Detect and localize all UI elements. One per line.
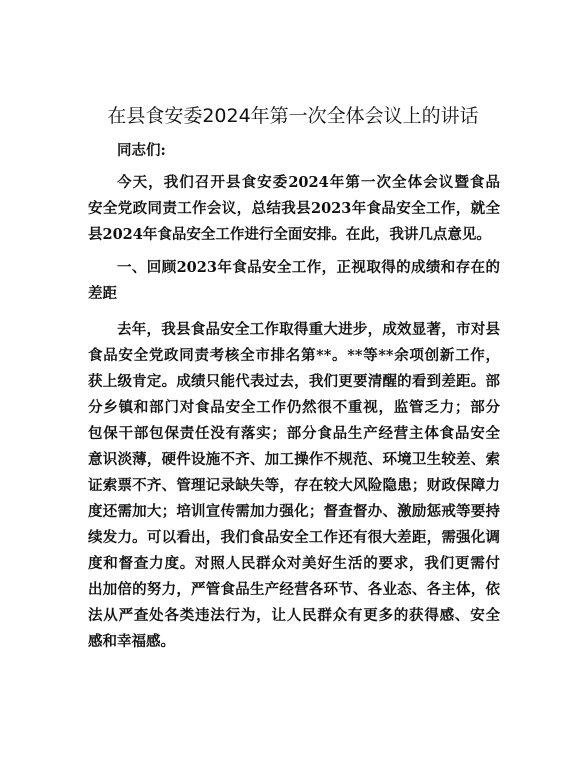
- paragraph-line: 法从严查处各类违法行为，让人民群众有更多的获得感、安全: [88, 607, 500, 624]
- document-title: 在县食安委2024年第一次全体会议上的讲话: [107, 105, 479, 127]
- heading-line: 差距: [88, 285, 117, 302]
- paragraph-line: 获上级肯定。成绩只能代表过去，我们更要清醒的看到差距。部: [88, 373, 500, 390]
- paragraph-line: 度和督查力度。对照人民群众对美好生活的要求，我们更需付: [88, 555, 500, 572]
- paragraph-line: 意识淡薄，硬件设施不齐、加工操作不规范、环境卫生较差、索: [88, 451, 500, 468]
- paragraph-line: 证索票不齐、管理记录缺失等，存在较大风险隐患；财政保障力: [88, 477, 500, 494]
- paragraph-2: [88, 317, 500, 655]
- paragraph-1: [88, 170, 500, 248]
- paragraph-line: 去年，我县食品安全工作取得重大进步，成效显著，市对县: [117, 321, 500, 338]
- paragraph-line: 出加倍的努力，严管食品生产经营各环节、各业态、各主体，依: [88, 581, 500, 598]
- paragraph-line: 续发力。可以看出，我们食品安全工作还有很大差距，需强化调: [88, 529, 500, 546]
- paragraph-line: 分乡镇和部门对食品安全工作仍然很不重视，监管乏力；部分: [88, 399, 500, 416]
- paragraph-line: 食品安全党政同责考核全市排名第**。**等**余项创新工作，: [88, 347, 500, 364]
- paragraph-line: 县2024年食品安全工作进行全面安排。在此，我讲几点意见。: [88, 226, 491, 243]
- greeting-text: 同志们:: [117, 142, 166, 159]
- section-heading-1: [88, 255, 500, 307]
- paragraph-line: 度还需加大；培训宣传需加力强化；督查督办、激励惩戒等要持: [88, 503, 500, 520]
- paragraph-line: 安全党政同责工作会议，总结我县2023年食品安全工作，就全: [88, 200, 500, 217]
- paragraph-line: 今天，我们召开县食安委2024年第一次全体会议暨食品: [117, 174, 500, 191]
- paragraph-line: 感和幸福感。: [88, 633, 175, 650]
- heading-line: 一、回顾2023年食品安全工作，正视取得的成绩和存在的: [117, 259, 500, 276]
- paragraph-line: 包保干部包保责任没有落实；部分食品生产经营主体食品安全: [88, 425, 500, 442]
- greeting: [88, 138, 500, 164]
